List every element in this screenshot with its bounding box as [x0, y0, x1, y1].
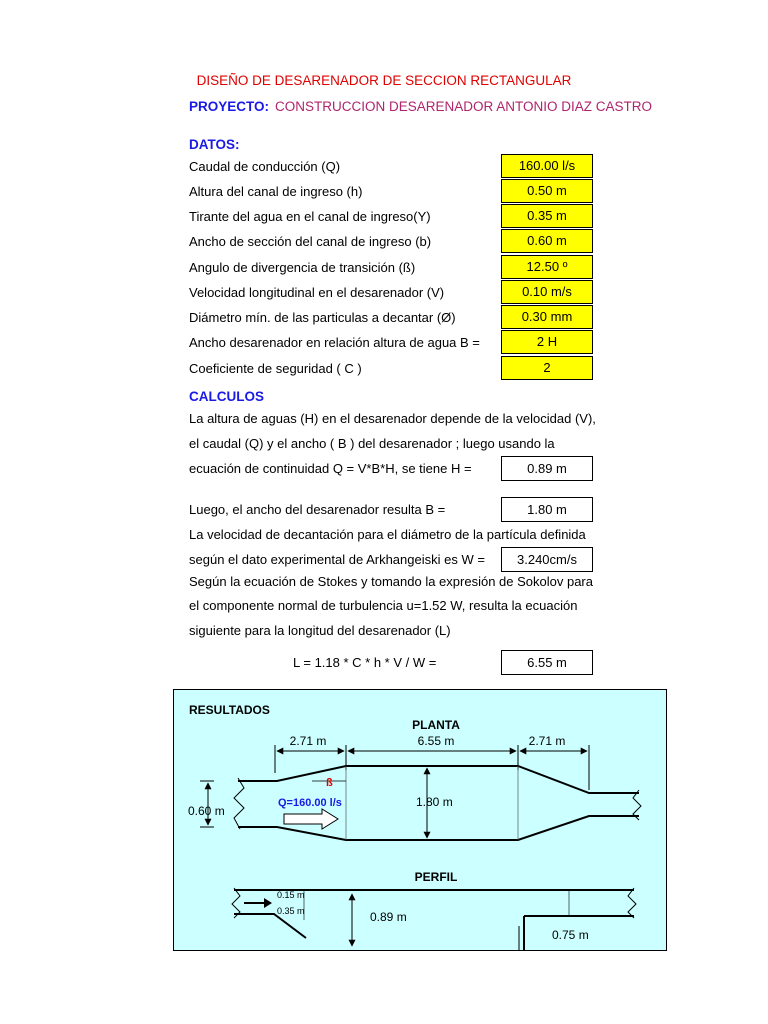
calculos-heading: CALCULOS: [189, 389, 264, 404]
result-L: 6.55 m: [501, 650, 593, 675]
datos-label-7: Ancho desarenador en relación altura de agua B =: [189, 335, 480, 350]
perfil-d3-label: 0.89 m: [370, 910, 407, 924]
planta-title: PLANTA: [412, 718, 460, 732]
flow-arrow-icon: [284, 809, 338, 829]
page-title: DISEÑO DE DESARENADOR DE SECCION RECTANGULAR: [196, 73, 572, 88]
calc-line-9: L = 1.18 * C * h * V / W =: [293, 655, 437, 670]
flow-label: Q=160.00 l/s: [278, 797, 342, 809]
datos-label-2: Tirante del agua en el canal de ingreso(Y): [189, 209, 431, 224]
beta-label: ß: [326, 777, 333, 789]
calc-line-2: ecuación de continuidad Q = V*B*H, se tiene H =: [189, 461, 472, 476]
datos-label-0: Caudal de conducción (Q): [189, 159, 341, 174]
datos-value-7[interactable]: 2 H: [501, 330, 593, 354]
datos-value-1[interactable]: 0.50 m: [501, 179, 593, 203]
resultados-heading: RESULTADOS: [189, 703, 270, 717]
calc-line-6: Según la ecuación de Stokes y tomando la expresión de Sokolov para: [189, 574, 593, 589]
datos-heading: DATOS:: [189, 137, 240, 152]
project-name: CONSTRUCCION DESARENADOR ANTONIO DIAZ CASTRO: [275, 99, 653, 114]
dim-center-label: 6.55 m: [417, 734, 455, 748]
planta-dimension-line: [275, 745, 589, 790]
datos-label-1: Altura del canal de ingreso (h): [189, 184, 363, 199]
calc-line-4: La velocidad de decantación para el diámetro de la partícula definida: [189, 527, 586, 542]
result-W: 3.240cm/s: [501, 547, 593, 572]
result-B: 1.80 m: [501, 497, 593, 522]
datos-value-5[interactable]: 0.10 m/s: [501, 280, 593, 304]
calc-line-7: el componente normal de turbulencia u=1.52 W, resulta la ecuación: [189, 598, 578, 613]
calc-line-1: el caudal (Q) y el ancho ( B ) del desarenador ; luego usando la: [189, 436, 555, 451]
calc-line-0: La altura de aguas (H) en el desarenador depende de la velocidad (V),: [189, 411, 596, 426]
perfil-d4-label: 0.75 m: [552, 928, 589, 942]
desarenador-width-label: 1.80 m: [416, 795, 453, 809]
perfil-d2-label: 0.35 m: [277, 906, 305, 916]
datos-value-6[interactable]: 0.30 mm: [501, 305, 593, 329]
datos-value-3[interactable]: 0.60 m: [501, 229, 593, 253]
result-H: 0.89 m: [501, 456, 593, 481]
calc-line-3: Luego, el ancho del desarenador resulta B =: [189, 502, 446, 517]
datos-value-4[interactable]: 12.50 º: [501, 255, 593, 279]
resultados-diagram: [174, 690, 666, 950]
perfil-flow-arrow-icon: [244, 898, 272, 908]
dim-right-label: 2.71 m: [528, 734, 566, 748]
datos-value-0[interactable]: 160.00 l/s: [501, 154, 593, 178]
datos-label-6: Diámetro mín. de las particulas a decantar (Ø): [189, 310, 456, 325]
inlet-width-label: 0.60 m: [188, 804, 225, 818]
datos-value-2[interactable]: 0.35 m: [501, 204, 593, 228]
calc-line-5: según el dato experimental de Arkhangeiski es W =: [189, 552, 485, 567]
perfil-title: PERFIL: [414, 870, 458, 884]
perfil-d1-label: 0.15 m: [277, 890, 305, 900]
datos-label-5: Velocidad longitudinal en el desarenador (V): [189, 285, 445, 300]
datos-label-3: Ancho de sección del canal de ingreso (b): [189, 234, 432, 249]
resultados-panel: [173, 689, 667, 951]
datos-value-8[interactable]: 2: [501, 356, 593, 380]
project-label: PROYECTO:: [189, 99, 270, 114]
calc-line-8: siguiente para la longitud del desarenador (L): [189, 623, 451, 638]
datos-label-8: Coeficiente de seguridad ( C ): [189, 361, 362, 376]
dim-left-label: 2.71 m: [289, 734, 327, 748]
datos-label-4: Angulo de divergencia de transición (ß): [189, 260, 416, 275]
